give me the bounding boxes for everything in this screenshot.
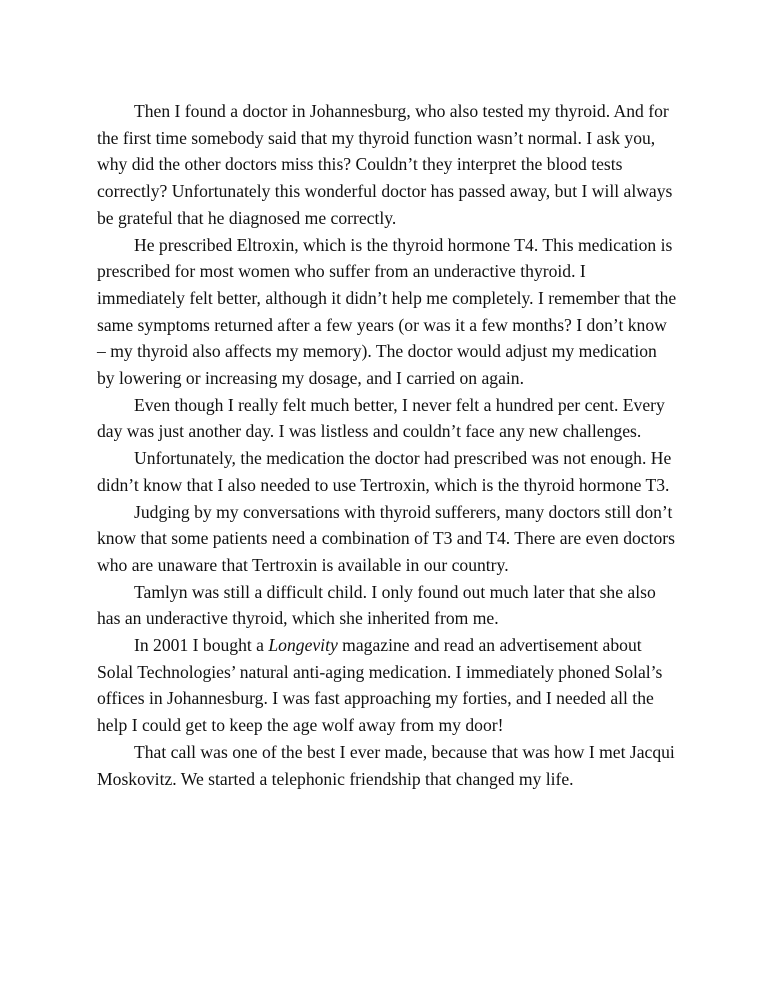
paragraph-never-hundred-percent: Even though I really felt much better, I never felt a hundred per cent. Every day was just another day. I was listless and couldn’t face any new challenges. [97, 394, 665, 442]
paragraph-tertroxin: Unfortunately, the medication the doctor had prescribed was not enough. He didn’t know that I also needed to use Tertroxin, which is the thyroid hormone T3. [97, 448, 672, 495]
paragraph-tamlyn: Tamlyn was still a difficult child. I only found out much later that she also has an underactive thyroid, which she inherited from me. [97, 581, 656, 629]
paragraph-eltroxin: He prescribed Eltroxin, which is the thyroid hormone T4. This medication is prescribed for most women who suffer from an underactive thyroid. I immediately felt better, although it didn’t help me completely. I remember that the same symptoms returned after a few years (or was it a few months? I don’t know – my thyroid also affects my memory). The doctor would adjust my medication by lowering or increasing my dosage, and I carried on again. [97, 234, 677, 389]
longevity-title: Longevity [268, 635, 338, 656]
paragraph-jacqui-moskovitz: That call was one of the best I ever made, because that was how I met Jacqui Moskovitz. We started a telephonic friendship that changed my life. [97, 741, 675, 789]
paragraph-doctor-johannesburg: Then I found a doctor in Johannesburg, who also tested my thyroid. And for the first time somebody said that my thyroid function wasn’t normal. I ask you, why did the other doctors miss this? Couldn’t they interpret the blood tests correctly? Unfortunately this wonderful doctor has passed away, but I will always be grateful that he diagnosed me correctly. [97, 101, 673, 228]
paragraph-t3-t4-combination: Judging by my conversations with thyroid sufferers, many doctors still don’t know that some patients need a combination of T3 and T4. There are even doctors who are unaware that Tertroxin is available in our country. [97, 501, 675, 575]
longevity-text-before: In 2001 I bought a [134, 635, 269, 656]
paragraph-longevity-magazine [97, 632, 677, 739]
longevity-text-after: magazine and read an advertisement about Solal Technologies’ natural anti-aging medication. I immediately phoned Solal’s offices in Johannesburg. I was fast approaching my forties, and I needed all the help I could get to keep the age wolf away from my door! [97, 635, 663, 736]
document-page [97, 98, 677, 792]
